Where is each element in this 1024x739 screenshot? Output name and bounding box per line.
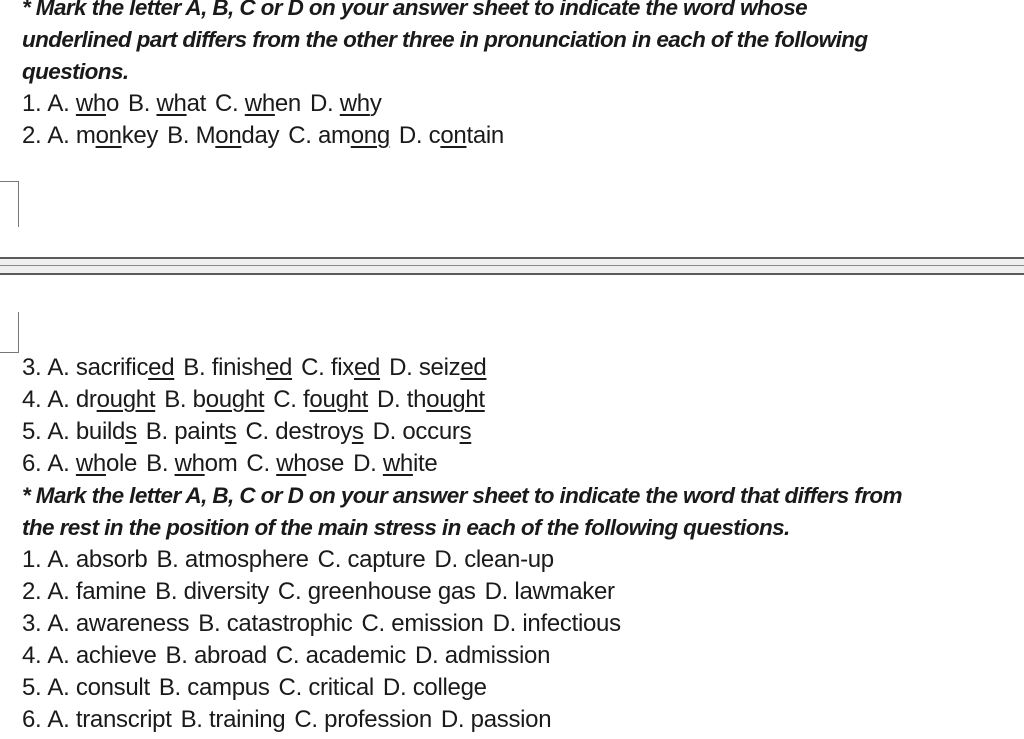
option-word: awareness — [75, 610, 190, 637]
question-row — [22, 120, 1024, 152]
option-letter: B. — [155, 578, 178, 605]
underlined-part: s — [459, 418, 472, 445]
option-word: emission — [391, 610, 484, 637]
option-word: profession — [324, 706, 432, 733]
option-letter: A. — [47, 450, 70, 477]
answer-option — [183, 354, 292, 381]
option-letter: B. — [183, 354, 206, 381]
option-word: academic — [305, 642, 406, 669]
underlined-part: on — [215, 122, 242, 149]
word-part: occur — [402, 418, 460, 445]
answer-option — [310, 90, 382, 117]
stress-instruction-line-1: * Mark the letter A, B, C or D on your answer sheet to indicate the word that differs from — [22, 483, 902, 508]
option-word: college — [412, 674, 487, 701]
answer-option — [166, 642, 267, 669]
answer-option — [164, 386, 264, 413]
option-letter: A. — [47, 578, 70, 605]
option-word: achieve — [75, 642, 157, 669]
option-letter: C. — [245, 418, 269, 445]
page-top-section — [22, 0, 1024, 152]
word-part: tain — [466, 122, 504, 149]
question-number: 3. — [22, 354, 42, 381]
underlined-part: wh — [156, 90, 187, 117]
question-row — [22, 672, 1024, 704]
word-part: en — [274, 90, 301, 117]
question-row — [22, 88, 1024, 120]
option-letter: D. — [398, 122, 423, 149]
word-part: dr — [75, 386, 97, 413]
option-word: atmosphere — [184, 546, 309, 573]
option-word: lawmaker — [514, 578, 615, 605]
option-word: capture — [347, 546, 426, 573]
page-corner-mark — [0, 181, 19, 227]
word-part: y — [369, 90, 382, 117]
answer-option — [215, 90, 301, 117]
underlined-part: ed — [265, 354, 293, 381]
option-letter: B. — [156, 546, 179, 573]
page-break-divider — [0, 257, 1024, 275]
answer-option — [273, 386, 368, 413]
pronunciation-instruction-line-2: underlined part differs from the other three in pronunciation in each of the following — [22, 27, 868, 52]
answer-option — [415, 642, 550, 669]
question-number: 1. — [22, 546, 42, 573]
question-number: 1. — [22, 90, 42, 117]
pronunciation-questions-bottom — [22, 352, 1024, 480]
answer-option — [377, 386, 485, 413]
option-letter: C. — [278, 674, 302, 701]
answer-option — [276, 642, 406, 669]
answer-option — [159, 674, 270, 701]
option-letter: B. — [145, 418, 168, 445]
answer-option — [146, 418, 237, 445]
option-letter: D. — [309, 90, 334, 117]
pronunciation-instruction-line-3: questions. — [22, 59, 129, 84]
answer-option — [167, 122, 279, 149]
word-part: paint — [174, 418, 225, 445]
answer-option — [362, 610, 484, 637]
option-letter: C. — [301, 354, 325, 381]
underlined-part: ought — [205, 386, 265, 413]
word-part: ite — [412, 450, 438, 477]
word-part: am — [317, 122, 351, 149]
underlined-part: ought — [96, 386, 156, 413]
underlined-part: s — [351, 418, 364, 445]
underlined-part: ed — [148, 354, 175, 381]
underlined-part: ought — [426, 386, 485, 413]
option-letter: C. — [273, 386, 297, 413]
answer-option — [389, 354, 486, 381]
option-letter: A. — [47, 706, 70, 733]
option-word: clean-up — [464, 546, 554, 573]
option-word: famine — [75, 578, 147, 605]
word-part: build — [75, 418, 126, 445]
answer-option — [47, 674, 149, 701]
option-letter: A. — [47, 122, 70, 149]
option-word: campus — [187, 674, 270, 701]
question-number: 4. — [22, 642, 42, 669]
option-letter: A. — [47, 90, 70, 117]
word-part: finish — [211, 354, 266, 381]
pronunciation-questions-top — [22, 88, 1024, 152]
word-part: o — [105, 90, 120, 117]
question-row — [22, 416, 1024, 448]
option-letter: B. — [165, 642, 188, 669]
option-word: abroad — [193, 642, 267, 669]
word-part: fix — [330, 354, 354, 381]
option-letter: B. — [164, 386, 187, 413]
option-letter: A. — [47, 386, 70, 413]
underlined-part: s — [224, 418, 237, 445]
question-number: 6. — [22, 706, 42, 733]
option-letter: C. — [215, 90, 239, 117]
word-part: ose — [306, 450, 345, 477]
option-word: passion — [470, 706, 552, 733]
option-word: consult — [75, 674, 150, 701]
question-row — [22, 576, 1024, 608]
answer-option — [288, 122, 390, 149]
option-letter: B. — [128, 90, 151, 117]
question-number: 5. — [22, 674, 42, 701]
underlined-part: on — [440, 122, 467, 149]
word-part: m — [75, 122, 96, 149]
option-word: catastrophic — [226, 610, 353, 637]
pronunciation-instruction-line-1: * Mark the letter A, B, C or D on your answer sheet to indicate the word whose — [22, 0, 808, 20]
answer-option — [128, 90, 206, 117]
option-letter: B. — [198, 610, 221, 637]
underlined-part: wh — [339, 90, 370, 117]
option-word: diversity — [183, 578, 269, 605]
answer-option — [47, 642, 156, 669]
underlined-part: wh — [174, 450, 205, 477]
answer-option — [156, 546, 308, 573]
question-row — [22, 352, 1024, 384]
option-letter: A. — [47, 674, 70, 701]
option-letter: A. — [47, 546, 70, 573]
answer-option — [47, 610, 189, 637]
underlined-part: wh — [75, 450, 106, 477]
word-part: b — [192, 386, 206, 413]
option-letter: D. — [376, 386, 401, 413]
answer-option — [47, 546, 147, 573]
option-word: training — [209, 706, 286, 733]
option-letter: C. — [317, 546, 342, 573]
answer-option — [47, 578, 146, 605]
word-part: key — [121, 122, 159, 149]
option-word: absorb — [75, 546, 148, 573]
answer-option — [155, 578, 269, 605]
answer-option — [485, 578, 615, 605]
option-letter: A. — [47, 418, 70, 445]
option-letter: B. — [180, 706, 203, 733]
question-row — [22, 448, 1024, 480]
underlined-part: wh — [244, 90, 275, 117]
question-number: 2. — [22, 122, 42, 149]
question-number: 4. — [22, 386, 42, 413]
option-letter: A. — [47, 354, 70, 381]
question-row — [22, 384, 1024, 416]
page-bottom-section — [22, 352, 1024, 736]
word-part: sacrific — [75, 354, 149, 381]
option-letter: B. — [158, 674, 181, 701]
answer-option — [318, 546, 426, 573]
page-corner-mark — [0, 312, 19, 353]
option-letter: D. — [415, 642, 439, 669]
option-letter: D. — [434, 546, 458, 573]
answer-option — [47, 90, 119, 117]
option-letter: D. — [353, 450, 377, 477]
option-letter: D. — [372, 418, 396, 445]
option-letter: C. — [288, 122, 312, 149]
option-letter: B. — [167, 122, 190, 149]
underlined-part: wh — [75, 90, 106, 117]
question-row — [22, 608, 1024, 640]
answer-option — [47, 354, 174, 381]
option-letter: C. — [275, 642, 300, 669]
answer-option — [279, 674, 374, 701]
option-letter: D. — [440, 706, 465, 733]
option-letter: C. — [246, 450, 270, 477]
answer-option — [353, 450, 437, 477]
word-part: destroy — [275, 418, 352, 445]
option-letter: C. — [277, 578, 302, 605]
underlined-part: wh — [382, 450, 413, 477]
word-part: om — [204, 450, 238, 477]
question-row — [22, 544, 1024, 576]
answer-option — [294, 706, 432, 733]
option-word: infectious — [522, 610, 621, 637]
underlined-part: ed — [460, 354, 487, 381]
answer-option — [47, 122, 158, 149]
option-word: critical — [308, 674, 374, 701]
option-letter: D. — [492, 610, 517, 637]
stress-questions — [22, 544, 1024, 736]
option-word: greenhouse gas — [307, 578, 476, 605]
answer-option — [146, 450, 237, 477]
answer-option — [383, 674, 487, 701]
stress-instruction-line-2: the rest in the position of the main stress in each of the following questions. — [22, 515, 790, 540]
word-part: ole — [105, 450, 138, 477]
answer-option — [246, 450, 344, 477]
question-number: 5. — [22, 418, 42, 445]
answer-option — [278, 578, 476, 605]
question-number: 3. — [22, 610, 42, 637]
answer-option — [399, 122, 504, 149]
word-part: day — [241, 122, 280, 149]
underlined-part: ong — [350, 122, 390, 149]
option-letter: A. — [47, 642, 70, 669]
underlined-part: on — [95, 122, 122, 149]
answer-option — [301, 354, 380, 381]
option-letter: A. — [47, 610, 70, 637]
answer-option — [47, 418, 136, 445]
word-part: at — [186, 90, 206, 117]
answer-option — [373, 418, 472, 445]
option-letter: C. — [361, 610, 385, 637]
answer-option — [434, 546, 553, 573]
option-word: transcript — [75, 706, 172, 733]
answer-option — [441, 706, 551, 733]
answer-option — [181, 706, 286, 733]
word-part: seiz — [418, 354, 461, 381]
option-word: admission — [444, 642, 551, 669]
question-row — [22, 704, 1024, 736]
word-part: M — [195, 122, 216, 149]
option-letter: C. — [294, 706, 318, 733]
option-letter: D. — [389, 354, 413, 381]
answer-option — [246, 418, 364, 445]
underlined-part: ought — [309, 386, 368, 413]
answer-option — [47, 450, 137, 477]
underlined-part: s — [125, 418, 137, 445]
underlined-part: ed — [353, 354, 381, 381]
option-letter: B. — [146, 450, 169, 477]
word-part: f — [303, 386, 310, 413]
word-part: c — [428, 122, 441, 149]
option-letter: D. — [382, 674, 407, 701]
word-part: th — [406, 386, 427, 413]
underlined-part: wh — [276, 450, 307, 477]
answer-option — [198, 610, 352, 637]
option-letter: D. — [484, 578, 509, 605]
question-number: 2. — [22, 578, 42, 605]
answer-option — [47, 386, 155, 413]
question-number: 6. — [22, 450, 42, 477]
answer-option — [47, 706, 171, 733]
answer-option — [493, 610, 621, 637]
question-row — [22, 640, 1024, 672]
